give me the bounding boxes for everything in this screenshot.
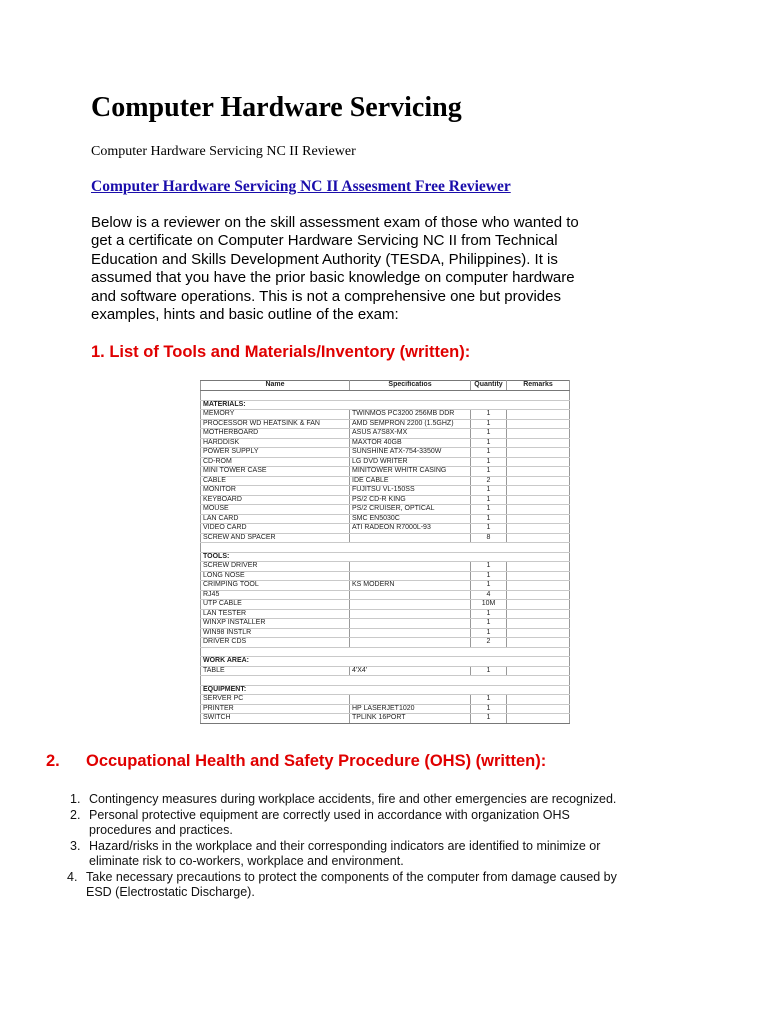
cell-specification	[350, 400, 471, 410]
table-row	[201, 695, 570, 705]
intro-line: assumed that you have the prior basic knowledge on computer hardware	[91, 269, 575, 287]
cell-remarks	[507, 657, 570, 667]
cell-quantity: 1	[471, 495, 507, 505]
cell-quantity: 1	[471, 571, 507, 581]
cell-name: LAN TESTER	[201, 609, 350, 619]
cell-name: DRIVER CDS	[201, 638, 350, 648]
intro-line: examples, hints and basic outline of the exam:	[91, 306, 399, 324]
page-title: Computer Hardware Servicing	[91, 92, 462, 123]
cell-name: PROCESSOR WD HEATSINK & FAN	[201, 419, 350, 429]
cell-name: MOTHERBOARD	[201, 429, 350, 439]
list-item-number: 3.	[70, 838, 81, 853]
table-row	[201, 552, 570, 562]
cell-remarks	[507, 695, 570, 705]
cell-specification: SUNSHINE ATX-754-3350W	[350, 448, 471, 458]
cell-remarks	[507, 590, 570, 600]
page-subtitle: Computer Hardware Servicing NC II Reviewer	[91, 144, 356, 159]
cell-specification	[350, 543, 471, 553]
column-header-quantity: Quantity	[471, 381, 507, 391]
cell-specification	[350, 676, 471, 686]
list-item	[70, 839, 700, 870]
cell-quantity: 1	[471, 609, 507, 619]
table-row	[201, 505, 570, 515]
reviewer-link[interactable]: Computer Hardware Servicing NC II Assesment Free Reviewer	[91, 178, 511, 195]
cell-name: MINI TOWER CASE	[201, 467, 350, 477]
cell-quantity	[471, 647, 507, 657]
cell-quantity: 1	[471, 467, 507, 477]
table-row	[201, 533, 570, 543]
cell-specification: SMC EN5030C	[350, 514, 471, 524]
cell-remarks	[507, 628, 570, 638]
table-header-row	[201, 381, 570, 391]
cell-remarks	[507, 609, 570, 619]
cell-quantity: 1	[471, 410, 507, 420]
cell-specification	[350, 552, 471, 562]
cell-remarks	[507, 448, 570, 458]
cell-remarks	[507, 419, 570, 429]
cell-remarks	[507, 514, 570, 524]
cell-quantity	[471, 685, 507, 695]
cell-specification: TWINMOS PC3200 256MB DDR	[350, 410, 471, 420]
cell-name: SERVER PC	[201, 695, 350, 705]
cell-quantity: 1	[471, 457, 507, 467]
cell-quantity: 1	[471, 505, 507, 515]
cell-remarks	[507, 438, 570, 448]
cell-name: WORK AREA:	[201, 657, 350, 667]
cell-specification: AMD SEMPRON 2200 (1.5GHZ)	[350, 419, 471, 429]
cell-remarks	[507, 457, 570, 467]
cell-quantity: 1	[471, 524, 507, 534]
cell-name: SCREW AND SPACER	[201, 533, 350, 543]
cell-remarks	[507, 666, 570, 676]
cell-specification	[350, 657, 471, 667]
cell-specification: FUJITSU VL-150SS	[350, 486, 471, 496]
intro-line: Below is a reviewer on the skill assessment exam of those who wanted to	[91, 214, 579, 231]
table-row	[201, 600, 570, 610]
table-row	[201, 666, 570, 676]
cell-remarks	[507, 571, 570, 581]
table-row	[201, 590, 570, 600]
table-row	[201, 543, 570, 553]
table-row	[201, 714, 570, 724]
cell-quantity: 1	[471, 448, 507, 458]
table-row	[201, 514, 570, 524]
cell-remarks	[507, 505, 570, 515]
cell-remarks	[507, 676, 570, 686]
section-heading-text: Occupational Health and Safety Procedure (OHS) (written):	[86, 752, 547, 770]
cell-remarks	[507, 704, 570, 714]
cell-specification	[350, 533, 471, 543]
list-item-text: ESD (Electrostatic Discharge).	[86, 885, 255, 899]
cell-specification	[350, 619, 471, 629]
cell-specification: PS/2 CD-R KING	[350, 495, 471, 505]
cell-name	[201, 676, 350, 686]
cell-name: CRIMPING TOOL	[201, 581, 350, 591]
cell-quantity: 1	[471, 562, 507, 572]
cell-remarks	[507, 714, 570, 724]
cell-remarks	[507, 647, 570, 657]
cell-name: PRINTER	[201, 704, 350, 714]
table-row	[201, 685, 570, 695]
table-row	[201, 391, 570, 401]
table-row	[201, 638, 570, 648]
cell-remarks	[507, 467, 570, 477]
cell-remarks	[507, 486, 570, 496]
table-row	[201, 524, 570, 534]
cell-name	[201, 647, 350, 657]
table-row	[201, 609, 570, 619]
cell-quantity	[471, 552, 507, 562]
cell-specification	[350, 638, 471, 648]
column-header-name: Name	[201, 381, 350, 391]
table-row	[201, 495, 570, 505]
list-item	[67, 870, 697, 901]
cell-remarks	[507, 410, 570, 420]
cell-name: POWER SUPPLY	[201, 448, 350, 458]
cell-remarks	[507, 685, 570, 695]
cell-quantity: 8	[471, 533, 507, 543]
cell-remarks	[507, 391, 570, 401]
cell-quantity	[471, 676, 507, 686]
cell-quantity: 1	[471, 486, 507, 496]
cell-remarks	[507, 495, 570, 505]
list-item-text: Contingency measures during workplace accidents, fire and other emergencies are recognized.	[89, 792, 617, 806]
cell-specification	[350, 685, 471, 695]
cell-quantity: 1	[471, 581, 507, 591]
table-row	[201, 657, 570, 667]
cell-name: LONG NOSE	[201, 571, 350, 581]
cell-specification	[350, 600, 471, 610]
cell-name: TOOLS:	[201, 552, 350, 562]
table-row	[201, 647, 570, 657]
cell-remarks	[507, 600, 570, 610]
cell-specification: TPLINK 16PORT	[350, 714, 471, 724]
cell-name: KEYBOARD	[201, 495, 350, 505]
cell-specification	[350, 695, 471, 705]
cell-quantity	[471, 400, 507, 410]
cell-quantity: 1	[471, 714, 507, 724]
cell-specification: LG DVD WRITER	[350, 457, 471, 467]
cell-name	[201, 543, 350, 553]
cell-name: TABLE	[201, 666, 350, 676]
column-header-remarks: Remarks	[507, 381, 570, 391]
cell-specification: KS MODERN	[350, 581, 471, 591]
cell-name: MOUSE	[201, 505, 350, 515]
cell-name: CABLE	[201, 476, 350, 486]
cell-specification: MINITOWER WHITR CASING	[350, 467, 471, 477]
cell-quantity	[471, 543, 507, 553]
cell-quantity	[471, 657, 507, 667]
table-row	[201, 476, 570, 486]
cell-specification	[350, 590, 471, 600]
cell-remarks	[507, 638, 570, 648]
list-item	[70, 792, 700, 808]
cell-name: WIN98 INSTLR	[201, 628, 350, 638]
cell-specification: HP LASERJET1020	[350, 704, 471, 714]
cell-remarks	[507, 552, 570, 562]
cell-name: RJ45	[201, 590, 350, 600]
cell-name: MATERIALS:	[201, 400, 350, 410]
cell-specification	[350, 562, 471, 572]
cell-specification	[350, 628, 471, 638]
intro-paragraph	[91, 214, 681, 324]
table-row	[201, 562, 570, 572]
cell-quantity: 1	[471, 429, 507, 439]
cell-quantity	[471, 391, 507, 401]
table-row	[201, 438, 570, 448]
cell-remarks	[507, 562, 570, 572]
cell-remarks	[507, 619, 570, 629]
section-heading-ohs	[46, 752, 546, 771]
list-item-text: procedures and practices.	[89, 823, 233, 837]
cell-remarks	[507, 543, 570, 553]
list-item-number: 1.	[70, 792, 81, 806]
cell-remarks	[507, 581, 570, 591]
cell-specification	[350, 571, 471, 581]
table-row	[201, 467, 570, 477]
cell-remarks	[507, 476, 570, 486]
table-row	[201, 486, 570, 496]
list-item-text: Personal protective equipment are correctly used in accordance with organization OHS	[89, 807, 570, 822]
cell-quantity: 1	[471, 695, 507, 705]
cell-name: EQUIPMENT:	[201, 685, 350, 695]
table-row	[201, 628, 570, 638]
cell-name: WINXP INSTALLER	[201, 619, 350, 629]
cell-quantity: 1	[471, 704, 507, 714]
cell-specification: ATI RADEON R7000L-93	[350, 524, 471, 534]
intro-line: Education and Skills Development Authority (TESDA, Philippines). It is	[91, 250, 558, 268]
cell-remarks	[507, 524, 570, 534]
table-row	[201, 571, 570, 581]
list-item-number: 2.	[70, 807, 81, 822]
cell-remarks	[507, 533, 570, 543]
table-row	[201, 619, 570, 629]
list-item	[70, 808, 700, 839]
table-row	[201, 419, 570, 429]
cell-quantity: 2	[471, 638, 507, 648]
table-row	[201, 400, 570, 410]
list-item-text: Take necessary precautions to protect the components of the computer from damage caused by	[86, 869, 617, 884]
cell-quantity: 1	[471, 438, 507, 448]
cell-quantity: 2	[471, 476, 507, 486]
cell-specification	[350, 609, 471, 619]
cell-name: UTP CABLE	[201, 600, 350, 610]
cell-remarks	[507, 400, 570, 410]
column-header-specification: Specificatios	[350, 381, 471, 391]
list-item-number: 4.	[67, 869, 78, 884]
cell-quantity: 4	[471, 590, 507, 600]
cell-name: CD-ROM	[201, 457, 350, 467]
cell-quantity: 1	[471, 619, 507, 629]
section-number: 2.	[46, 752, 60, 770]
inventory-table	[200, 380, 570, 724]
cell-name: SWITCH	[201, 714, 350, 724]
inventory-table-body	[201, 391, 570, 724]
cell-quantity: 1	[471, 666, 507, 676]
table-row	[201, 581, 570, 591]
cell-name	[201, 391, 350, 401]
table-row	[201, 676, 570, 686]
cell-quantity: 10M	[471, 600, 507, 610]
cell-specification: 4'X4'	[350, 666, 471, 676]
list-item-text: eliminate risk to co-workers, workplace and environment.	[89, 854, 404, 868]
cell-name: LAN CARD	[201, 514, 350, 524]
intro-line: and software operations. This is not a comprehensive one but provides	[91, 287, 561, 305]
cell-name: SCREW DRIVER	[201, 562, 350, 572]
cell-remarks	[507, 429, 570, 439]
table-row	[201, 448, 570, 458]
cell-name: MONITOR	[201, 486, 350, 496]
cell-specification: MAXTOR 40GB	[350, 438, 471, 448]
cell-specification	[350, 647, 471, 657]
cell-quantity: 1	[471, 514, 507, 524]
cell-quantity: 1	[471, 628, 507, 638]
table-row	[201, 429, 570, 439]
ohs-list	[67, 792, 700, 901]
cell-quantity: 1	[471, 419, 507, 429]
list-item-text: Hazard/risks in the workplace and their corresponding indicators are identified to minimize or	[89, 838, 601, 853]
cell-specification: PS/2 CRUISER, OPTICAL	[350, 505, 471, 515]
cell-specification	[350, 391, 471, 401]
cell-specification: ASUS A7S8X-MX	[350, 429, 471, 439]
intro-line: get a certificate on Computer Hardware Servicing NC II from Technical	[91, 232, 558, 250]
table-row	[201, 410, 570, 420]
cell-name: VIDEO CARD	[201, 524, 350, 534]
section-heading-tools: 1. List of Tools and Materials/Inventory (written):	[91, 343, 471, 361]
cell-specification: IDE CABLE	[350, 476, 471, 486]
cell-name: HARDDISK	[201, 438, 350, 448]
cell-name: MEMORY	[201, 410, 350, 420]
table-row	[201, 704, 570, 714]
table-row	[201, 457, 570, 467]
